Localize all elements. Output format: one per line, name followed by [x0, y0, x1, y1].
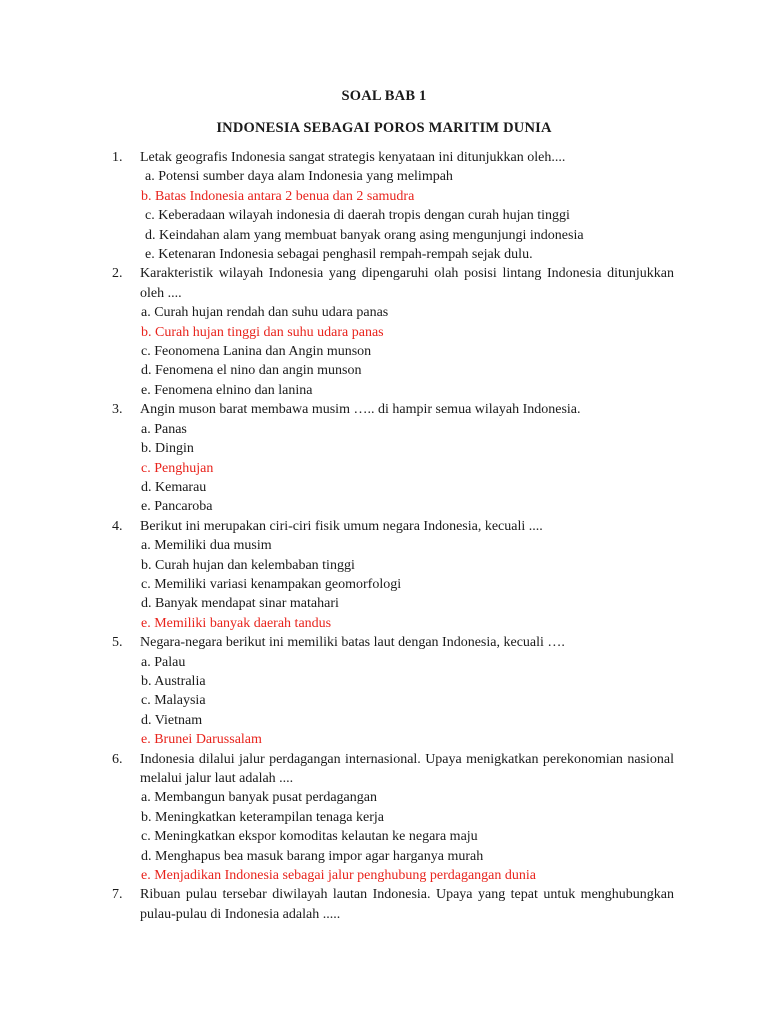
question-item	[112, 264, 674, 400]
question-number: 3.	[112, 402, 123, 418]
answer-option: b. Australia	[141, 673, 206, 689]
answer-option: c. Memiliki variasi kenampakan geomorfologi	[141, 576, 402, 592]
answer-option: b. Dingin	[141, 441, 194, 457]
question-text: Letak geografis Indonesia sangat strategis kenyataan ini ditunjukkan oleh....	[140, 150, 566, 165]
answer-option: e. Pancaroba	[141, 499, 213, 515]
answer-option: a. Palau	[141, 654, 186, 670]
answer-option: b. Meningkatkan keterampilan tenaga kerja	[141, 809, 384, 825]
answer-option-correct: c. Penghujan	[141, 460, 214, 476]
question-number: 6.	[112, 751, 123, 767]
question-list	[112, 148, 674, 924]
answer-option: d. Keindahan alam yang membuat banyak orang asing mengunjungi indonesia	[145, 227, 584, 243]
answer-option: d. Kemarau	[141, 479, 207, 495]
answer-option: c. Meningkatkan ekspor komoditas kelautan ke negara maju	[141, 829, 478, 845]
question-item	[112, 633, 674, 749]
answer-option: b. Curah hujan dan kelembaban tinggi	[141, 557, 355, 573]
question-item	[112, 517, 674, 633]
answer-option: d. Menghapus bea masuk barang impor agar harganya murah	[141, 848, 484, 864]
question-text: Negara-negara berikut ini memiliki batas laut dengan Indonesia, kecuali ….	[140, 635, 565, 651]
question-item	[112, 400, 674, 516]
question-number: 1.	[112, 150, 123, 165]
document-title: SOAL BAB 1	[341, 88, 427, 104]
question-number: 7.	[112, 887, 123, 903]
document-subtitle: INDONESIA SEBAGAI POROS MARITIM DUNIA	[216, 120, 552, 136]
answer-option: c. Keberadaan wilayah indonesia di daerah tropis dengan curah hujan tinggi	[145, 208, 570, 224]
answer-option-correct: b. Batas Indonesia antara 2 benua dan 2 samudra	[141, 188, 415, 204]
answer-option: a. Curah hujan rendah dan suhu udara panas	[141, 305, 389, 321]
question-text: Angin muson barat membawa musim ….. di hampir semua wilayah Indonesia.	[140, 402, 581, 418]
question-number: 5.	[112, 635, 123, 651]
question-number: 4.	[112, 518, 123, 534]
answer-option: e. Fenomena elnino dan lanina	[141, 382, 313, 398]
question-text: Karakteristik wilayah Indonesia yang dipengaruhi olah posisi lintang Indonesia ditunjukkan oleh ....	[140, 266, 674, 301]
question-text: Indonesia dilalui jalur perdagangan internasional. Upaya menigkatkan perekonomian nasional melalui jalur laut adalah ....	[140, 751, 674, 786]
answer-option: c. Feonomena Lanina dan Angin munson	[141, 344, 372, 360]
answer-option-correct: e. Menjadikan Indonesia sebagai jalur penghubung perdagangan dunia	[141, 868, 536, 884]
answer-option: c. Malaysia	[141, 693, 206, 709]
question-item	[112, 148, 674, 264]
answer-option: d. Banyak mendapat sinar matahari	[141, 596, 339, 612]
answer-option: a. Membangun banyak pusat perdagangan	[141, 790, 377, 806]
answer-option-correct: b. Curah hujan tinggi dan suhu udara panas	[141, 324, 384, 340]
answer-option-correct: e. Brunei Darussalam	[141, 732, 262, 748]
answer-option: a. Potensi sumber daya alam Indonesia yang melimpah	[145, 169, 453, 185]
answer-option: d. Vietnam	[141, 712, 203, 728]
answer-option-correct: e. Memiliki banyak daerah tandus	[141, 615, 332, 631]
answer-option: a. Memiliki dua musim	[141, 538, 272, 554]
question-text: Berikut ini merupakan ciri-ciri fisik umum negara Indonesia, kecuali ....	[140, 518, 543, 534]
question-text: Ribuan pulau tersebar diwilayah lautan Indonesia. Upaya yang tepat untuk menghubungkan pulau-pulau di Indonesia adalah .....	[140, 887, 674, 922]
question-item	[112, 885, 674, 924]
question-item	[112, 750, 674, 886]
answer-option: a. Panas	[141, 421, 187, 437]
answer-option: e. Ketenaran Indonesia sebagai penghasil rempah-rempah sejak dulu.	[145, 247, 533, 263]
answer-option: d. Fenomena el nino dan angin munson	[141, 363, 362, 379]
question-number: 2.	[112, 266, 123, 282]
